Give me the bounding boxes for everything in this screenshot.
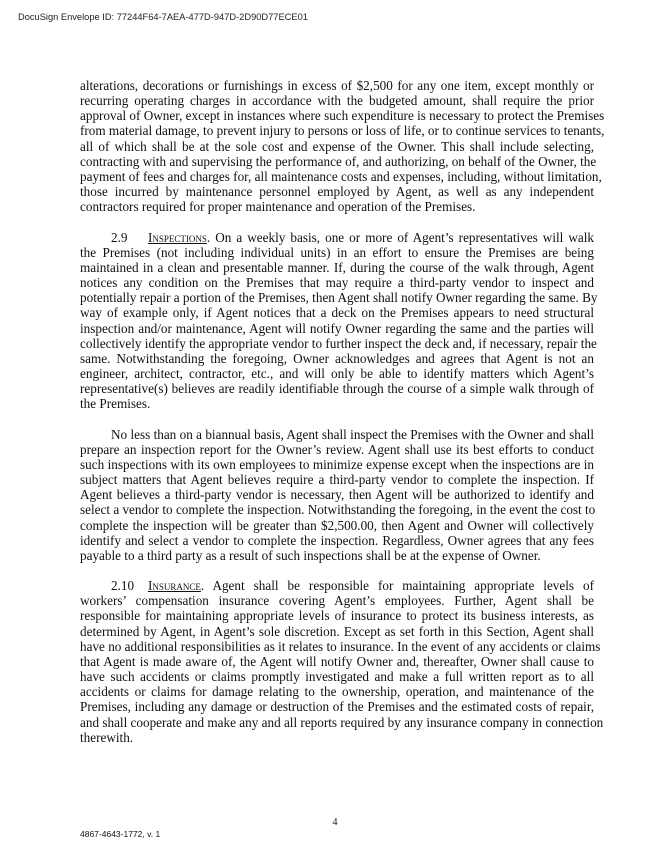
text-line: approval of Owner, except in instances where such expenditure is necessary to protect the Premises <box>80 108 605 124</box>
text-line: payment of fees and charges for, all maintenance costs and expenses, including, without limitation, <box>80 168 602 184</box>
text-line: complete the inspection will be greater than $2,500.00, then Agent and Owner will collectively <box>80 517 594 533</box>
text-line: No less than on a biannual basis, Agent shall inspect the Premises with the Owner and shall <box>111 426 594 442</box>
text-line: the Premises. <box>80 396 151 412</box>
page-number: 4 <box>332 817 338 828</box>
document-footer-id: 4867-4643-1772, v. 1 <box>80 829 161 839</box>
document-body <box>80 78 605 760</box>
text-line: maintained in a clean and presentable manner. If, during the course of the walk through, Agent <box>80 259 594 275</box>
text-line: contractors required for proper maintenance and operation of the Premises. <box>80 199 476 215</box>
paragraph-continuation <box>80 78 605 215</box>
section-first-line <box>80 578 594 593</box>
section-heading: Inspections <box>148 229 207 245</box>
section-number: 2.9 <box>111 229 128 245</box>
text-line: alterations, decorations or furnishings in excess of $2,500 for any one item, except monthly or <box>80 78 594 93</box>
text-line: potentially repair a portion of the Premises, then Agent shall notify Owner regarding the same. By <box>80 290 598 306</box>
text-line: from material damage, to prevent injury to persons or loss of life, or to continue services to tenants, <box>80 123 605 139</box>
text-line: those incurred by maintenance personnel employed by Agent, as well as any independent <box>80 184 594 200</box>
text-line: recurring operating charges in accordance with the budgeted amount, shall require the prior <box>80 93 594 109</box>
section-first-line <box>80 230 594 245</box>
text-line: and shall cooperate and make any and all reports required by any insurance company in connection <box>80 714 604 730</box>
text-line: have no additional responsibilities as it relates to insurance. In the event of any accidents or claims <box>80 638 601 654</box>
text-line: Agent believes a third-party vendor is necessary, then Agent will be authorized to identify and <box>80 487 594 503</box>
paragraph-biannual-inspection <box>80 427 594 563</box>
text-line: contracting with and supervising the performance of, and authorizing, on behalf of the Owner, the <box>80 153 597 169</box>
section-2-9-inspections <box>80 229 598 412</box>
text-line: collectively identify the appropriate vendor to further inspect the deck and, if necessary, repair the <box>80 335 597 351</box>
text-line: the Premises (not including individual units) in an effort to ensure the Premises are being <box>80 244 594 260</box>
text-line: all of which shall be at the sole cost and expense of the Owner. This shall include selecting, <box>80 138 594 154</box>
text-line: identify and select a vendor to complete the inspection. Regardless, Owner agrees that any fees <box>80 532 594 548</box>
text-line: such inspections with its own employees to minimize expense except when the inspections are in <box>80 456 594 472</box>
text-line: same. Notwithstanding the foregoing, Owner acknowledges and agrees that Agent is not an <box>80 350 594 366</box>
text-line: prepare an inspection report for the Owner’s review. Agent shall use its best efforts to conduct <box>80 441 594 457</box>
text-line: that Agent is made aware of, the Agent will notify Owner and, thereafter, Owner shall cause to <box>80 653 594 669</box>
text-line: accidents or claims for damage relating to the ownership, operation, and maintenance of the <box>80 684 594 700</box>
text-line: workers’ compensation insurance covering Agent’s employees. Further, Agent shall be <box>80 593 594 609</box>
text-line: Premises, including any damage or destruction of the Premises and the estimated costs of repair, <box>80 699 594 715</box>
text-line: select a vendor to complete the inspection. Notwithstanding the foregoing, in the event the cost to <box>80 502 596 518</box>
text-line: therewith. <box>80 729 134 745</box>
text-line: subject matters that Agent believes require a third-party vendor to complete the inspection. If <box>80 472 594 488</box>
text-line: representative(s) believes are readily identifiable through the course of a simple walk through of <box>80 381 594 397</box>
section-number: 2.10 <box>111 578 135 594</box>
section-first-line-text: . On a weekly basis, one or more of Agent’s representatives will walk <box>206 229 594 245</box>
text-line: engineer, architect, contractor, etc., and will only be able to identify matters which Agent’s <box>80 365 594 381</box>
section-first-line-text: . Agent shall be responsible for maintaining appropriate levels of <box>200 578 594 594</box>
text-line: payable to a third party as a result of such inspections shall be at the expense of Owner. <box>80 547 541 563</box>
text-line: responsible for maintaining appropriate levels of insurance to protect its business interests, as <box>80 608 594 624</box>
text-line: determined by Agent, in Agent’s sole discretion. Except as set forth in this Section, Agent shall <box>80 623 594 639</box>
text-line: way of example only, if Agent notices that a deck on the Premises appears to need structural <box>80 305 594 321</box>
text-line: inspection and/or maintenance, Agent will notify Owner regarding the same and the parties will <box>80 320 594 336</box>
section-2-10-insurance <box>80 578 604 745</box>
text-line: notices any condition on the Premises that may require a third-party vendor to inspect and <box>80 275 594 291</box>
text-line: have such accidents or claims promptly investigated and make a full written report as to all <box>80 669 594 685</box>
section-heading: Insurance <box>148 578 201 594</box>
docusign-envelope-id: DocuSign Envelope ID: 77244F64-7AEA-477D-947D-2D90D77ECE01 <box>18 12 308 22</box>
